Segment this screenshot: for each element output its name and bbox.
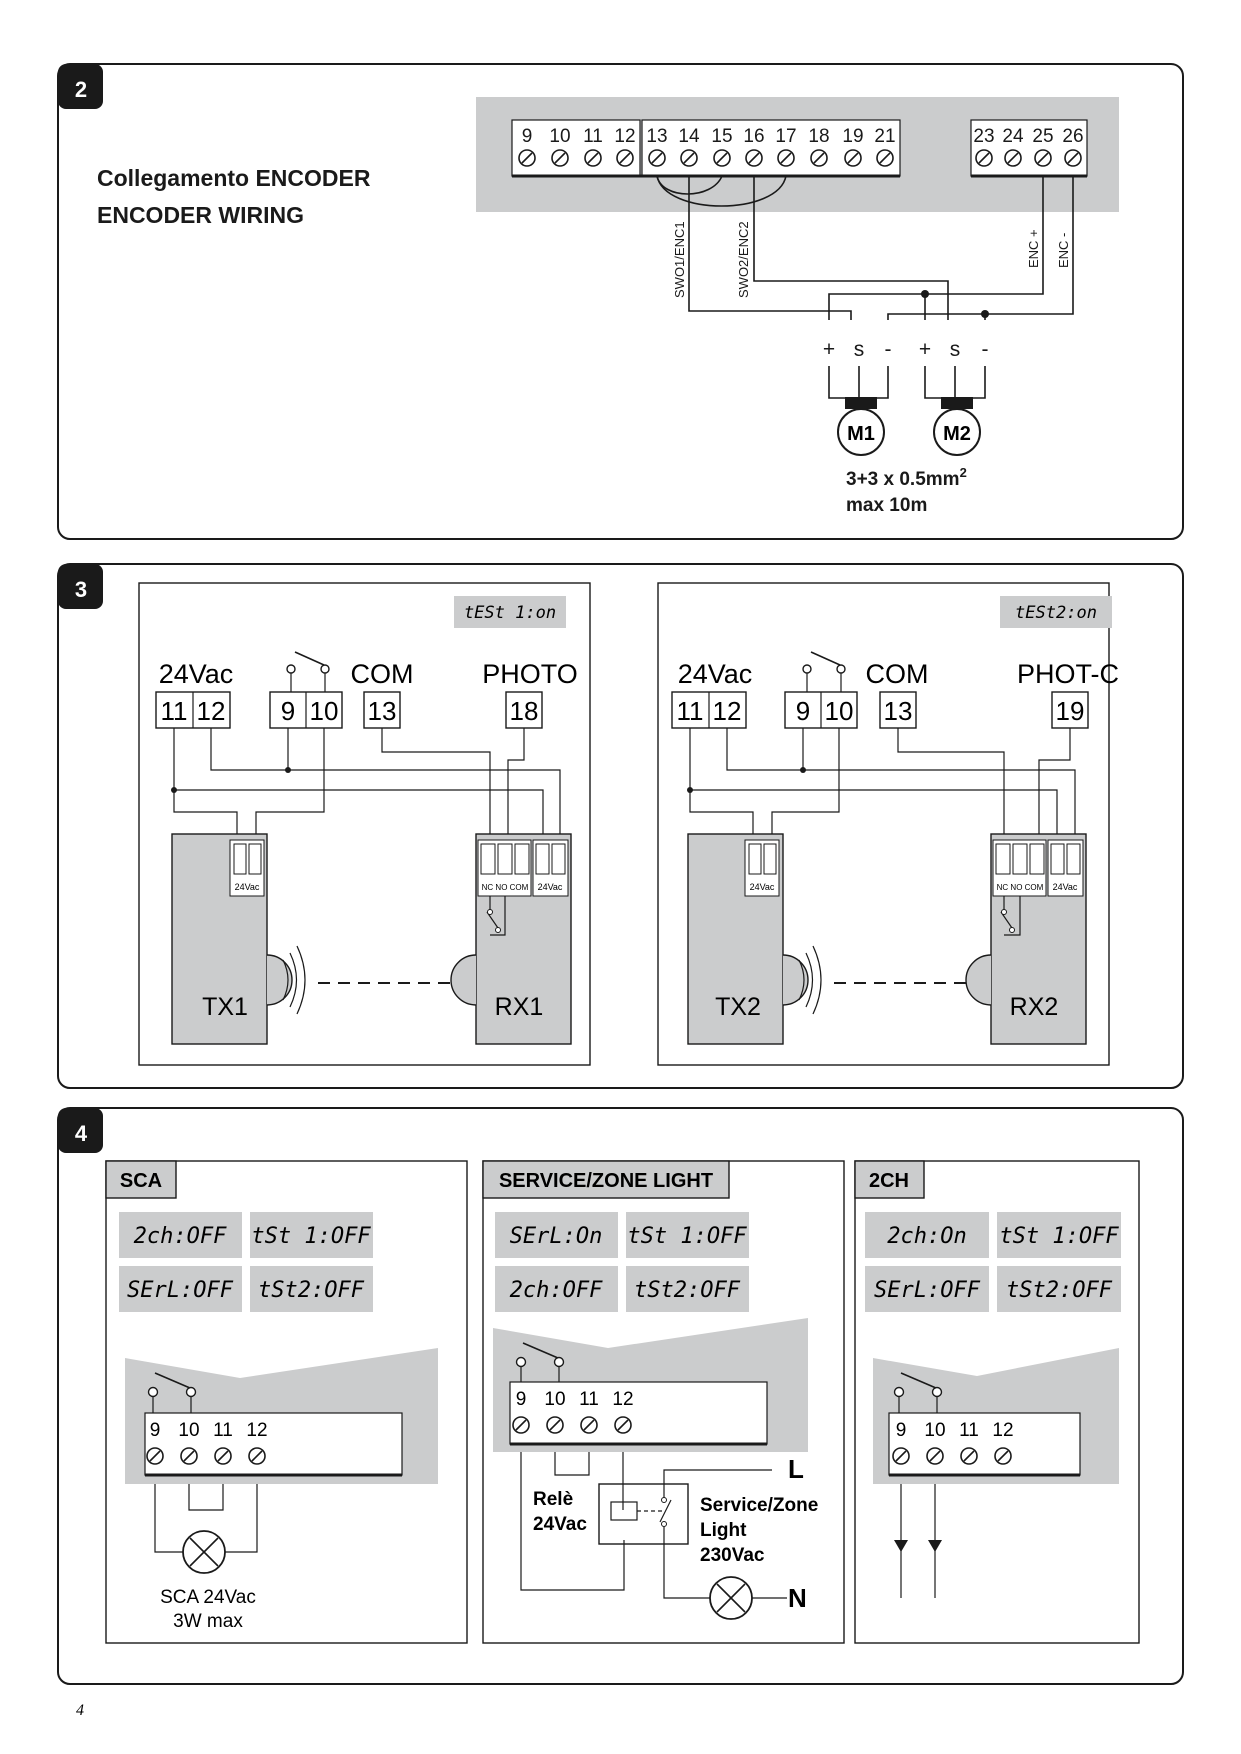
motor-m2-label: M2: [943, 423, 971, 445]
term-26: 26: [1062, 126, 1084, 147]
ch2-display-2: tSt 1:OFF: [999, 1224, 1119, 1249]
sca-lamp-icon: [183, 1531, 225, 1573]
panel-4-output-modes: [58, 1108, 1183, 1684]
label-swo1-enc1: SWO1/ENC1: [672, 221, 687, 298]
tx2-label: TX2: [715, 993, 761, 1021]
encoder-title-it: Collegamento ENCODER: [97, 165, 371, 191]
tx1-block-label: 24Vac: [234, 882, 260, 892]
term-25: 25: [1032, 126, 1054, 147]
service-term-11: 11: [579, 1389, 599, 1410]
relay-label-1: Relè: [533, 1489, 574, 1510]
service-light-diagram: [483, 1161, 844, 1643]
term-19: 19: [842, 126, 864, 147]
service-label-L: L: [788, 1454, 804, 1484]
panel-3-number: 3: [74, 577, 88, 602]
panel-4-number: 4: [74, 1121, 88, 1146]
service-display-2: tSt 1:OFF: [627, 1224, 747, 1249]
sca-diagram: [106, 1161, 467, 1643]
sca-term-9: 9: [149, 1420, 161, 1441]
ch2-arrow-down-icon: [928, 1540, 942, 1552]
panel-2-encoder-wiring: [58, 64, 1183, 539]
tx2-block-label: 24Vac: [749, 882, 775, 892]
term-9-r: 9: [795, 696, 811, 726]
label-24vac-l: 24Vac: [158, 659, 234, 689]
term-21: 21: [874, 126, 896, 147]
service-lamp-icon: [710, 1577, 752, 1619]
rx2-label: RX2: [1009, 993, 1059, 1021]
term-15: 15: [711, 126, 733, 147]
light-label-1: Service/Zone: [700, 1495, 819, 1516]
term-10-l: 10: [309, 696, 339, 726]
sca-lamp-label-2: 3W max: [173, 1611, 243, 1632]
tx1-label: TX1: [202, 993, 248, 1021]
term-10: 10: [549, 126, 571, 147]
relay-label-2: 24Vac: [533, 1514, 587, 1535]
term-10-r: 10: [824, 696, 854, 726]
rx2-block2-label: 24Vac: [1052, 882, 1078, 892]
m2-pin-s: s: [949, 338, 961, 361]
encoder-title-en: ENCODER WIRING: [97, 202, 304, 228]
m1-pin-minus: -: [884, 338, 892, 361]
label-com-l: COM: [350, 659, 414, 689]
light-label-2: Light: [700, 1520, 747, 1541]
term-16: 16: [743, 126, 765, 147]
motor-m1-label: M1: [847, 423, 875, 445]
term-24: 24: [1002, 126, 1024, 147]
term-18: 18: [808, 126, 830, 147]
term-23: 23: [973, 126, 995, 147]
rx1-block1-label: NC NO COM: [481, 883, 529, 892]
label-photo: PHOTO: [482, 659, 578, 689]
ch2-display-4: tSt2:OFF: [1006, 1278, 1112, 1303]
ch2-term-12: 12: [992, 1420, 1014, 1441]
term-9: 9: [521, 126, 533, 147]
m1-pin-s: s: [853, 338, 865, 361]
ch2-term-11: 11: [959, 1420, 979, 1441]
panel-3-photocells: [58, 564, 1183, 1088]
label-24vac-r: 24Vac: [677, 659, 753, 689]
service-title: SERVICE/ZONE LIGHT: [498, 1170, 714, 1192]
cable-spec: 3+3 x $0.5mm^2$: [846, 465, 967, 490]
term-9-l: 9: [280, 696, 296, 726]
ch2-term-9: 9: [895, 1420, 907, 1441]
term-11-l: 11: [160, 696, 188, 726]
term-12: 12: [614, 126, 636, 147]
service-term-12: 12: [612, 1389, 634, 1410]
cable-length: max 10m: [846, 495, 928, 516]
label-phot-c: PHOT-C: [1016, 659, 1120, 689]
display-test2-text: tESt2:on: [1015, 603, 1097, 623]
m2-pin-minus: -: [981, 338, 989, 361]
label-swo2-enc2: SWO2/ENC2: [736, 221, 751, 298]
sca-term-11: 11: [213, 1420, 233, 1441]
rx2-block1-label: NC NO COM: [996, 883, 1044, 892]
sca-display-4: tSt2:OFF: [258, 1278, 364, 1303]
term-13-r: 13: [883, 696, 913, 726]
photo-test-1-diagram: [139, 583, 590, 1065]
page-number: 4: [76, 1702, 84, 1719]
term-17: 17: [775, 126, 797, 147]
sca-term-10: 10: [178, 1420, 200, 1441]
term-18-l: 18: [509, 696, 539, 726]
term-13-l: 13: [367, 696, 397, 726]
motor-m1: [838, 397, 884, 455]
term-13: 13: [646, 126, 668, 147]
sca-lamp-label-1: SCA 24Vac: [160, 1587, 256, 1608]
two-channel-diagram: [855, 1161, 1139, 1643]
sca-title: SCA: [119, 1170, 163, 1192]
label-enc-plus: ENC +: [1026, 229, 1041, 268]
term-14: 14: [678, 126, 700, 147]
ch2-arrow-down-icon: [894, 1540, 908, 1552]
rx1-label: RX1: [494, 993, 544, 1021]
term-19-r: 19: [1055, 696, 1085, 726]
term-12-l: 12: [196, 696, 226, 726]
ch2-term-10: 10: [924, 1420, 946, 1441]
motor-m2: [934, 397, 980, 455]
ch2-title: 2CH: [868, 1170, 910, 1192]
display-test1-text: tESt 1:on: [463, 603, 557, 623]
sca-display-3: SErL:OFF: [127, 1278, 233, 1303]
m1-pin-plus: +: [822, 338, 836, 361]
light-label-3: 230Vac: [700, 1545, 765, 1566]
rx1-block2-label: 24Vac: [537, 882, 563, 892]
term-12-r: 12: [712, 696, 742, 726]
panel-2-number: 2: [74, 77, 88, 102]
term-11: 11: [583, 126, 603, 147]
service-display-4: tSt2:OFF: [634, 1278, 740, 1303]
service-term-9: 9: [515, 1389, 527, 1410]
label-enc-minus: ENC -: [1056, 232, 1071, 268]
service-display-3: 2ch:OFF: [509, 1278, 603, 1303]
sca-term-12: 12: [246, 1420, 268, 1441]
photo-test-2-diagram: [658, 583, 1119, 1065]
ch2-display-1: 2ch:On: [887, 1224, 967, 1249]
service-label-N: N: [788, 1583, 807, 1613]
relay-box: [599, 1484, 688, 1544]
label-com-r: COM: [865, 659, 929, 689]
term-11-r: 11: [676, 696, 704, 726]
sca-display-2: tSt 1:OFF: [251, 1224, 371, 1249]
service-display-1: SErL:On: [509, 1224, 603, 1249]
m2-pin-plus: +: [918, 338, 932, 361]
sca-display-1: 2ch:OFF: [133, 1224, 227, 1249]
service-term-10: 10: [544, 1389, 566, 1410]
ch2-display-3: SErL:OFF: [874, 1278, 980, 1303]
